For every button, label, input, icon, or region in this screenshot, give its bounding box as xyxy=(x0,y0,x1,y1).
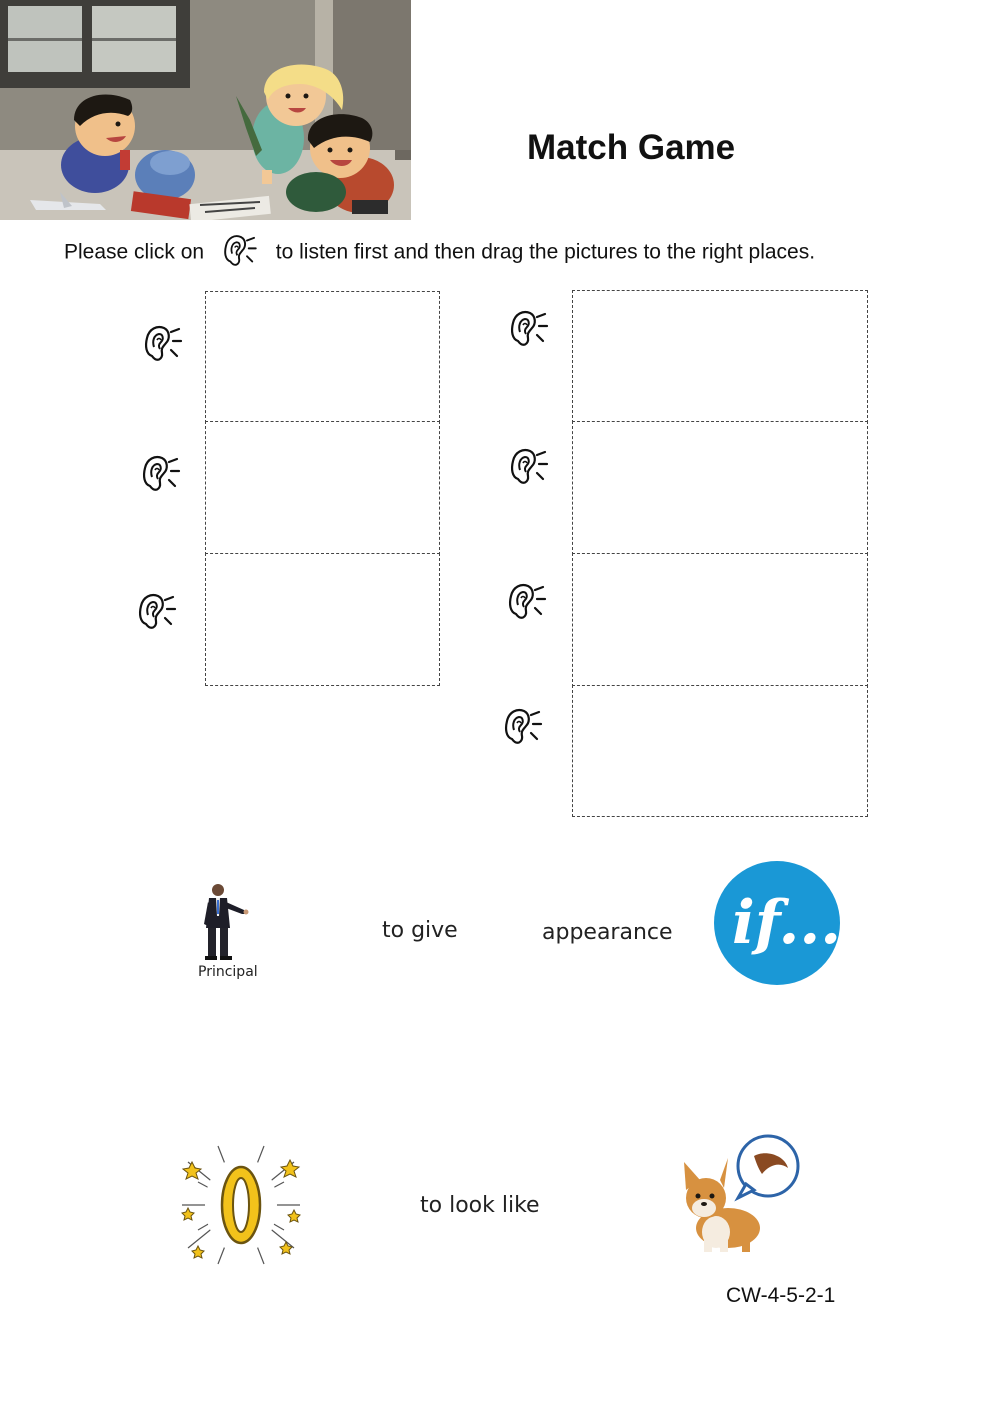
card-appearance[interactable]: appearance xyxy=(542,920,673,945)
card-dog[interactable] xyxy=(676,1132,802,1256)
worksheet-code: CW-4-5-2-1 xyxy=(726,1284,836,1307)
if-logo-text: if... xyxy=(732,888,840,958)
instruction-text-after: to listen first and then drag the pictures to the right places. xyxy=(275,240,816,264)
ear-icon[interactable] xyxy=(507,443,551,491)
drop-zone-right-4[interactable] xyxy=(572,685,868,817)
drop-zone-left-2[interactable] xyxy=(205,421,440,555)
if-logo-icon xyxy=(714,861,840,985)
dog-with-speech-bubble-icon xyxy=(676,1132,802,1256)
instruction-text-before: Please click on xyxy=(64,240,205,264)
principal-figure-icon xyxy=(190,880,270,962)
drop-zone-left-3[interactable] xyxy=(205,553,440,686)
ear-icon[interactable] xyxy=(135,588,179,636)
card-zero[interactable] xyxy=(178,1142,304,1268)
drop-zone-left-1[interactable] xyxy=(205,291,440,423)
card-if-logo[interactable] xyxy=(714,861,840,985)
card-principal[interactable] xyxy=(190,880,270,984)
ear-icon[interactable] xyxy=(141,320,185,368)
drop-zone-right-2[interactable] xyxy=(572,421,868,555)
instructions xyxy=(64,240,815,266)
card-to-give[interactable]: to give xyxy=(382,918,458,943)
page-title: Match Game xyxy=(527,128,736,167)
drop-zone-right-1[interactable] xyxy=(572,290,868,423)
ear-icon[interactable] xyxy=(501,703,545,751)
ear-icon[interactable] xyxy=(505,578,549,626)
ear-icon xyxy=(218,230,262,272)
ear-icon[interactable] xyxy=(507,305,551,353)
drop-zone-right-3[interactable] xyxy=(572,553,868,687)
zero-burst-icon xyxy=(178,1142,304,1268)
header-scene-image xyxy=(0,0,411,220)
principal-caption: Principal xyxy=(198,964,258,980)
card-to-look-like[interactable]: to look like xyxy=(420,1193,540,1218)
ear-icon[interactable] xyxy=(139,450,183,498)
